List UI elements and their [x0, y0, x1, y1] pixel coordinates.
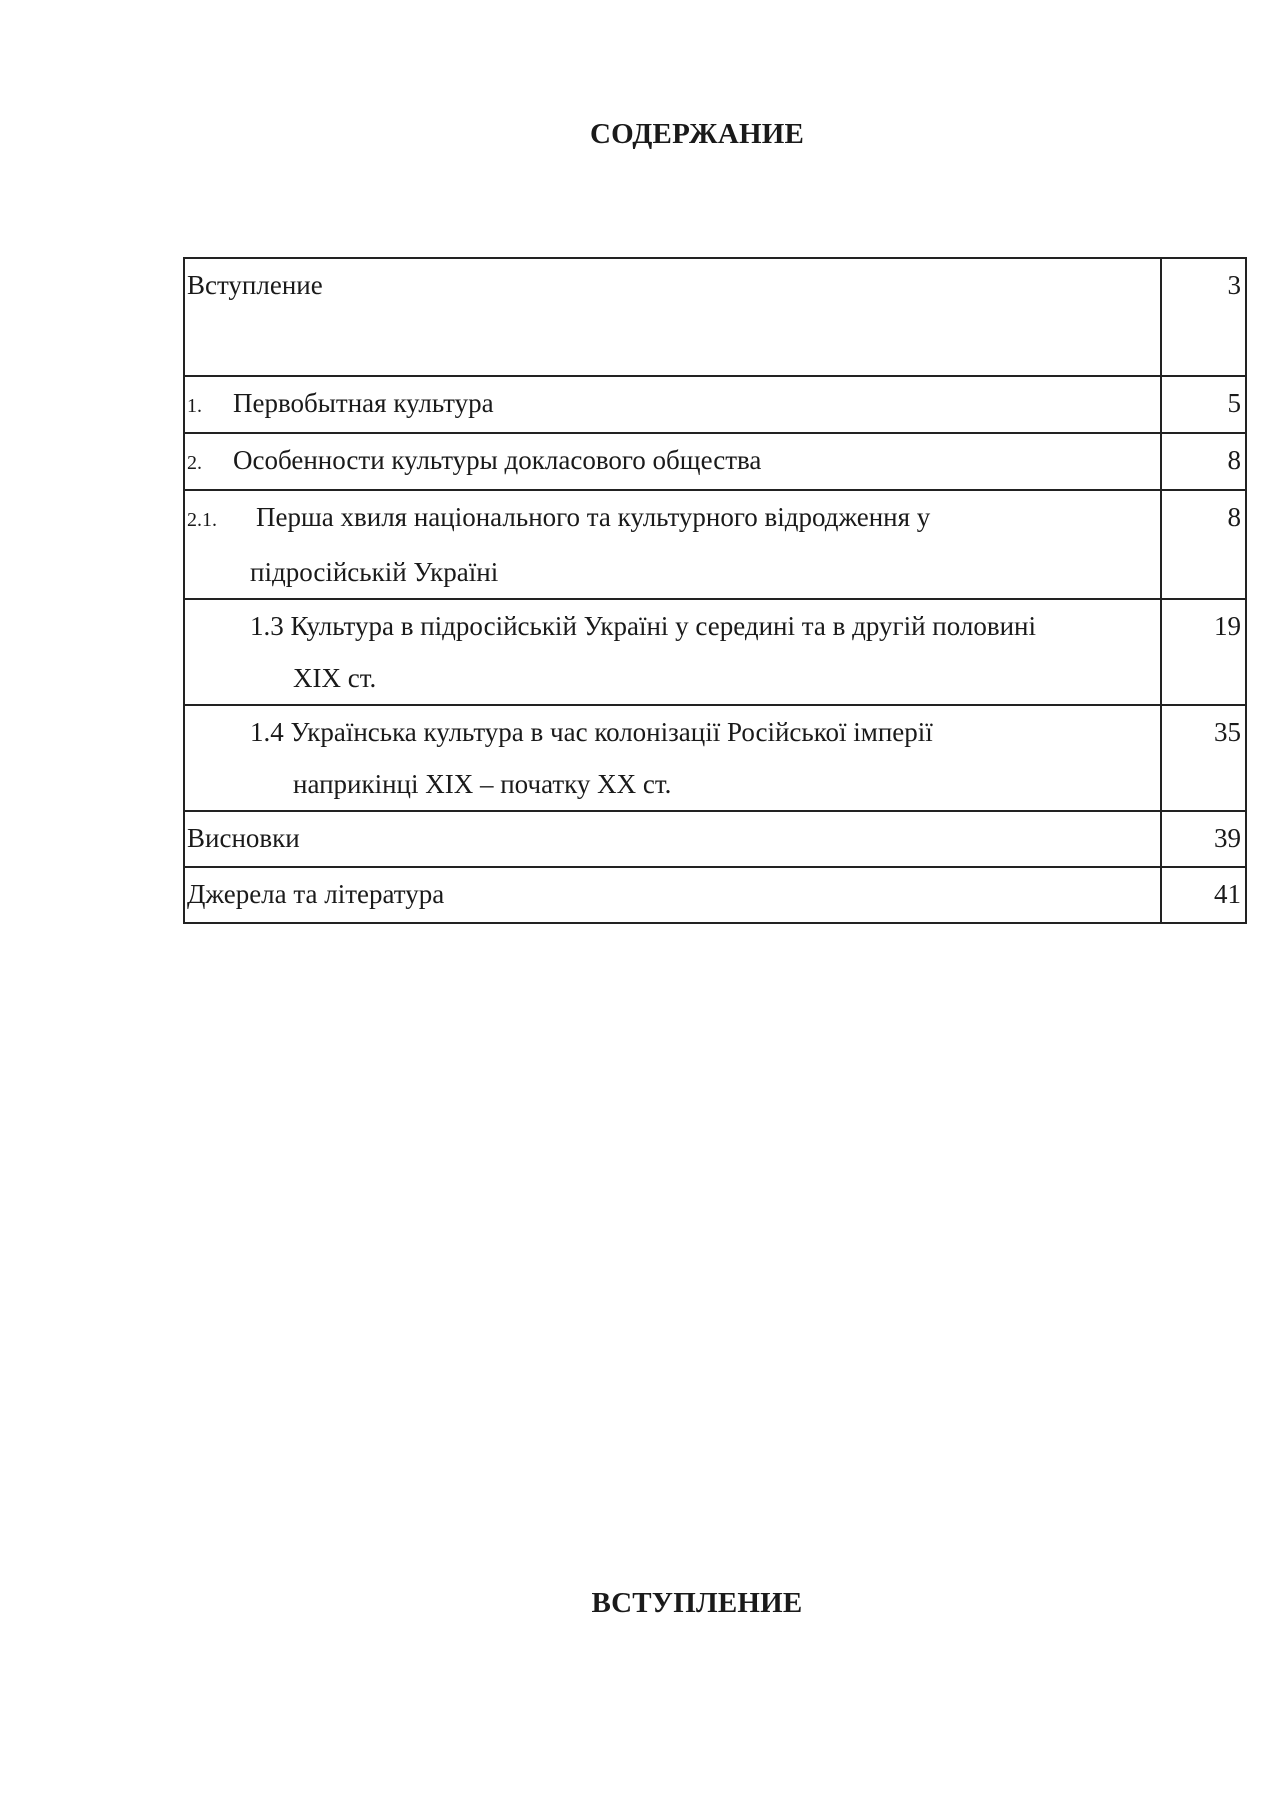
toc-entry-title: Висновки: [184, 811, 1161, 867]
toc-entry-page: 5: [1161, 376, 1246, 433]
toc-row: [184, 811, 1246, 867]
toc-entry-title-line1: 1.3 Культура в підросійській Україні у середині та в другій половині: [250, 611, 1036, 641]
toc-row: [184, 705, 1246, 811]
toc-entry: [184, 433, 1161, 490]
toc-row: [184, 258, 1246, 376]
toc-entry: [184, 490, 1161, 599]
toc-entry-page: 8: [1161, 490, 1246, 599]
toc-entry-number: 2.: [187, 452, 202, 474]
toc-entry-page: 35: [1161, 705, 1246, 811]
toc-entry: [184, 599, 1161, 705]
table-of-contents: [183, 257, 1247, 924]
toc-entry-number: 1.: [187, 395, 202, 417]
toc-entry-page: 39: [1161, 811, 1246, 867]
toc-entry-number: 2.1.: [187, 509, 217, 531]
toc-entry-page: 19: [1161, 599, 1246, 705]
toc-entry-title-line2: підросійській Україні: [250, 557, 499, 587]
toc-row: [184, 867, 1246, 923]
toc-row: [184, 376, 1246, 433]
toc-entry-title-line2: наприкінці XIX – початку XX ст.: [293, 769, 672, 799]
toc-entry-title: Первобытная культура: [233, 388, 494, 418]
toc-entry: [184, 705, 1161, 811]
toc-entry-title-line1: Перша хвиля національного та культурного відродження у: [256, 502, 931, 532]
toc-entry-page: 8: [1161, 433, 1246, 490]
toc-entry-page: 41: [1161, 867, 1246, 923]
toc-entry-page: 3: [1161, 258, 1246, 376]
toc-entry-title-line1: 1.4 Українська культура в час колонізації Російської імперії: [250, 717, 933, 747]
toc-entry-title: Вступление: [184, 258, 1161, 376]
toc-row: [184, 599, 1246, 705]
toc-row: [184, 433, 1246, 490]
toc-entry-title: Особенности культуры докласового общества: [233, 445, 762, 475]
toc-entry: [184, 376, 1161, 433]
toc-entry-title-line2: XIX ст.: [293, 663, 377, 693]
toc-row: [184, 490, 1246, 599]
toc-heading: СОДЕРЖАНИЕ: [589, 118, 805, 150]
toc-entry-title: Джерела та література: [184, 867, 1161, 923]
intro-heading: ВСТУПЛЕНИЕ: [591, 1587, 803, 1619]
